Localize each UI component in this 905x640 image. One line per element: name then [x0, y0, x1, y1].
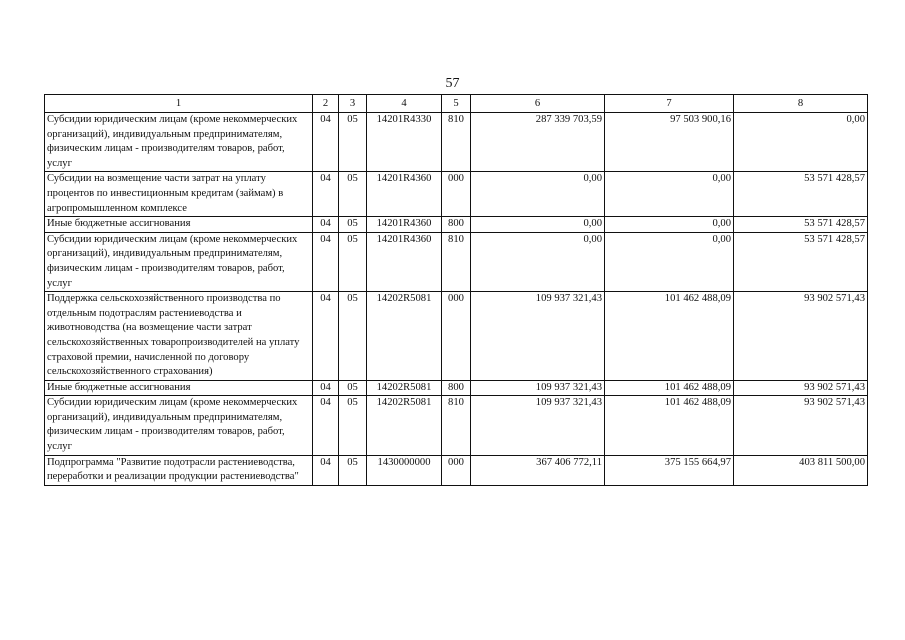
table-row — [45, 113, 868, 172]
target-article-code: 14201R4360 — [367, 172, 442, 217]
target-article-code: 14201R4330 — [367, 113, 442, 172]
amount-col7: 101 462 488,09 — [605, 396, 734, 455]
amount-col8: 53 571 428,57 — [734, 172, 868, 217]
section-code: 04 — [313, 292, 339, 381]
expense-type-code: 810 — [442, 396, 471, 455]
expense-type-code: 000 — [442, 455, 471, 485]
subsection-code: 05 — [339, 113, 367, 172]
subsection-code: 05 — [339, 292, 367, 381]
amount-col8: 53 571 428,57 — [734, 232, 868, 291]
subsection-code: 05 — [339, 396, 367, 455]
column-header: 1 — [45, 95, 313, 113]
section-code: 04 — [313, 217, 339, 233]
target-article-code: 14202R5081 — [367, 380, 442, 396]
table-row — [45, 232, 868, 291]
amount-col8: 53 571 428,57 — [734, 217, 868, 233]
amount-col8: 0,00 — [734, 113, 868, 172]
row-name: Подпрограмма "Развитие подотрасли растениеводства, переработки и реализации продукции растениеводства" — [45, 455, 313, 485]
budget-table — [44, 94, 868, 486]
table-row — [45, 380, 868, 396]
table-row — [45, 455, 868, 485]
expense-type-code: 810 — [442, 232, 471, 291]
amount-col7: 101 462 488,09 — [605, 380, 734, 396]
row-name: Иные бюджетные ассигнования — [45, 380, 313, 396]
column-header: 8 — [734, 95, 868, 113]
amount-col6: 367 406 772,11 — [471, 455, 605, 485]
table-row — [45, 396, 868, 455]
section-code: 04 — [313, 380, 339, 396]
expense-type-code: 000 — [442, 292, 471, 381]
header-row — [45, 95, 868, 113]
expense-type-code: 800 — [442, 217, 471, 233]
section-code: 04 — [313, 396, 339, 455]
column-header: 2 — [313, 95, 339, 113]
column-header: 4 — [367, 95, 442, 113]
expense-type-code: 800 — [442, 380, 471, 396]
subsection-code: 05 — [339, 455, 367, 485]
amount-col6: 109 937 321,43 — [471, 292, 605, 381]
amount-col7: 101 462 488,09 — [605, 292, 734, 381]
column-header: 7 — [605, 95, 734, 113]
row-name: Субсидии на возмещение части затрат на уплату процентов по инвестиционным кредитам (займам) в агропромышленном комплексе — [45, 172, 313, 217]
table-row — [45, 292, 868, 381]
amount-col7: 375 155 664,97 — [605, 455, 734, 485]
subsection-code: 05 — [339, 217, 367, 233]
table-row — [45, 172, 868, 217]
target-article-code: 14201R4360 — [367, 232, 442, 291]
section-code: 04 — [313, 172, 339, 217]
subsection-code: 05 — [339, 380, 367, 396]
section-code: 04 — [313, 455, 339, 485]
amount-col7: 97 503 900,16 — [605, 113, 734, 172]
row-name: Субсидии юридическим лицам (кроме некоммерческих организаций), индивидуальным предпринимателям, физическим лицам - производителям товаров, работ, услуг — [45, 232, 313, 291]
target-article-code: 14202R5081 — [367, 396, 442, 455]
row-name: Субсидии юридическим лицам (кроме некоммерческих организаций), индивидуальным предпринимателям, физическим лицам - производителям товаров, работ, услуг — [45, 396, 313, 455]
column-header: 3 — [339, 95, 367, 113]
column-header: 6 — [471, 95, 605, 113]
amount-col6: 0,00 — [471, 217, 605, 233]
amount-col6: 0,00 — [471, 232, 605, 291]
amount-col8: 403 811 500,00 — [734, 455, 868, 485]
amount-col6: 287 339 703,59 — [471, 113, 605, 172]
target-article-code: 14201R4360 — [367, 217, 442, 233]
page-number: 57 — [445, 76, 460, 91]
amount-col7: 0,00 — [605, 217, 734, 233]
amount-col8: 93 902 571,43 — [734, 292, 868, 381]
section-code: 04 — [313, 113, 339, 172]
subsection-code: 05 — [339, 232, 367, 291]
amount-col6: 109 937 321,43 — [471, 380, 605, 396]
amount-col7: 0,00 — [605, 232, 734, 291]
section-code: 04 — [313, 232, 339, 291]
amount-col8: 93 902 571,43 — [734, 396, 868, 455]
target-article-code: 1430000000 — [367, 455, 442, 485]
row-name: Поддержка сельскохозяйственного производства по отдельным подотраслям растениеводства и животноводства (на возмещение части затрат сельскохозяйственных товаропроизводителей на уплату страховой премии, начисленной по договору сельскохозяйственного страхования) — [45, 292, 313, 381]
expense-type-code: 000 — [442, 172, 471, 217]
subsection-code: 05 — [339, 172, 367, 217]
row-name: Субсидии юридическим лицам (кроме некоммерческих организаций), индивидуальным предпринимателям, физическим лицам - производителям товаров, работ, услуг — [45, 113, 313, 172]
amount-col6: 109 937 321,43 — [471, 396, 605, 455]
target-article-code: 14202R5081 — [367, 292, 442, 381]
column-header: 5 — [442, 95, 471, 113]
expense-type-code: 810 — [442, 113, 471, 172]
row-name: Иные бюджетные ассигнования — [45, 217, 313, 233]
table-row — [45, 217, 868, 233]
amount-col7: 0,00 — [605, 172, 734, 217]
amount-col8: 93 902 571,43 — [734, 380, 868, 396]
amount-col6: 0,00 — [471, 172, 605, 217]
